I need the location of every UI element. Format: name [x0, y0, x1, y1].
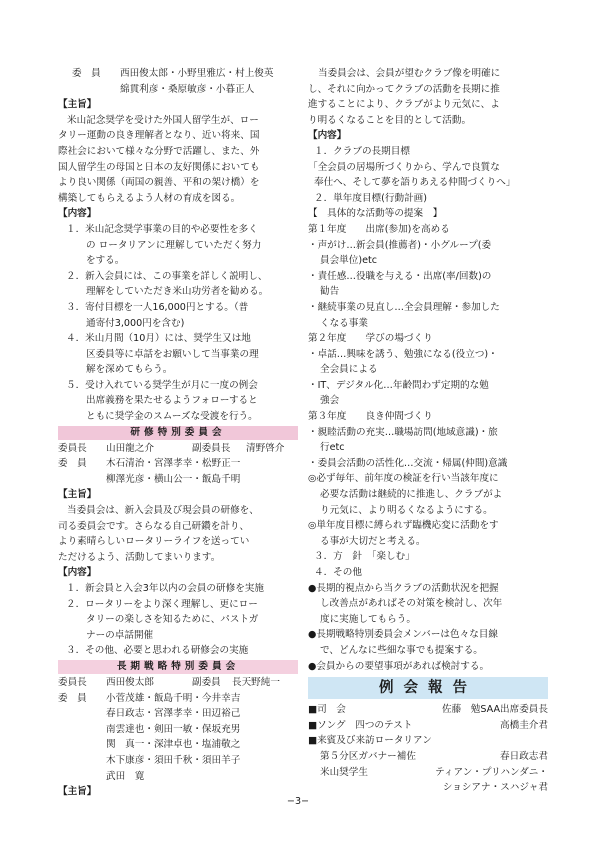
goal-heading: ２．単年度目標(行動計画) — [314, 192, 428, 204]
list-item: の ロータリアンに理解していただく努力 — [86, 239, 262, 251]
goal-heading: １．クラブの長期目標 — [314, 145, 410, 157]
note-line: ◎必ず毎年、前年度の検証を行い当該年度に — [308, 473, 499, 485]
list-item: 出席義務を果たせるようフォローすると — [86, 395, 258, 407]
committee-title-choki: 長期戦略特別委員会 — [58, 660, 298, 674]
members-line: 委 員 西田俊太郎・小野里雅広・村上俊英 — [72, 68, 274, 79]
list-item: ・責任感…役職を与える・出席(率/回数)の — [308, 270, 492, 282]
members-line: 委 員 小菅茂雄・飯島千明・今井幸吉 — [58, 692, 241, 704]
list-item: ・委員会活動の活性化…交流・帰属(仲間)意識 — [308, 457, 508, 469]
list-item: 員会単位)etc — [320, 255, 378, 267]
list-item: 度に実施してもらう。 — [320, 613, 416, 625]
list-item: ３．寄付目標を一人16,000円とする。（普 — [66, 301, 249, 313]
list-item: 理解をしていただき米山功労者を勧める。 — [86, 286, 269, 298]
section-heading: 【内容】 — [58, 208, 97, 220]
list-item: ２．新入会員には、この事業を詳しく説明し、 — [66, 270, 268, 282]
list-item: タリーの楽しさを知るために、パストガ — [86, 614, 259, 626]
report-governor-row: 第５分区ガバナー補佐 春日政志君 — [320, 750, 548, 762]
list-item: 通寄付3,000円を含む) — [86, 317, 185, 329]
meeting-report-title: 例会報告 — [308, 677, 548, 699]
page-number: −3− — [286, 796, 310, 807]
paragraph-line: より素晴らしいロータリーライフを送ってい — [58, 536, 250, 548]
note-line: り元気に、より明るくなるようにする。 — [320, 504, 493, 516]
section-heading: 【主旨】 — [58, 786, 97, 798]
list-item: ・卓話…興味を誘う、勉強になる(役立つ)・ — [308, 348, 498, 360]
report-song-row: ■ソング 四つのテスト 高橋圭介君 — [308, 719, 548, 731]
section-heading: 【主旨】 — [58, 489, 97, 501]
list-item: をする。 — [86, 255, 125, 267]
paragraph-line: 際社会において様々な分野で活躍し、また、外 — [58, 145, 260, 157]
list-item: ・親睦活動の充実…職場訪問(地域意識)・旅 — [308, 426, 498, 438]
paragraph-line: り明るくなることを目的として活動。 — [308, 114, 472, 126]
report-guest-heading: ■来賓及び来訪ロータリアン — [308, 735, 432, 747]
list-item: 解を深めてもらう。 — [86, 364, 173, 376]
list-item: ３．その他、必要と思われる研修会の実施 — [66, 645, 249, 657]
list-item: で、どんなに些細な事でも提案する。 — [320, 644, 483, 656]
right-column — [308, 66, 548, 796]
year-heading: 第２年度 学びの場づくり — [308, 333, 433, 345]
list-item: ナーの卓話開催 — [86, 629, 154, 641]
list-item: ・声がけ…新会員(推薦者)・小グループ(委 — [308, 239, 492, 251]
list-item: ●長期戦略特別委員会メンバーは色々な目線 — [308, 629, 498, 641]
list-item: ２．ロータリーをより深く理解し、更にロー — [66, 598, 258, 610]
paragraph-line: 米山記念奨学を受けた外国人留学生が、ロー — [67, 114, 259, 126]
list-item: ●会員からの要望事項があれば検討する。 — [308, 660, 490, 672]
report-chair-row: ■司 会 佐藤 勉SAA出席委員長 — [308, 704, 548, 716]
paragraph-line: より良い関係（両国の親善、平和の架け橋）を — [58, 177, 260, 189]
other-heading: ４．その他 — [314, 567, 362, 578]
members-line: 関 真一・深津卓也・塩浦敬之 — [106, 739, 241, 751]
paragraph-line: 当委員会は、会員が望むクラブ像を明確に — [318, 68, 501, 79]
note-line: る事が大切だと考える。 — [320, 535, 426, 547]
section-heading: 【内容】 — [58, 567, 97, 579]
report-scholar-row: ショシアナ・スハジャ君 — [442, 782, 548, 794]
members-line: 綿貫利彦・桑原敏彦・小暮正人 — [120, 83, 255, 95]
list-item: ・継続事業の見直し…全会員理解・参加した — [308, 301, 500, 313]
paragraph-line: 国人留学生の母国と日本の友好関係においても — [58, 161, 260, 173]
note-line: ◎単年度目標に縛られず臨機応変に活動をす — [308, 520, 499, 532]
list-item: ・IT、デジタル化…年齢問わず定期的な勉 — [308, 379, 489, 391]
list-item: ５．受け入れている奨学生が月に一度の例会 — [66, 379, 258, 391]
chair-line: 委員長 西田俊太郎 副委員 長天野純一 — [58, 676, 280, 688]
members-line: 春日政志・宮澤孝幸・田辺裕己 — [106, 708, 241, 720]
chair-line: 委員長 山田龍之介 副委員長 清野啓介 — [58, 442, 285, 454]
list-item: １．米山記念奨学事業の目的や必要性を多く — [66, 223, 258, 235]
members-line: 南雲達也・剣田一敏・保坂充男 — [106, 723, 241, 735]
list-item: 勧告 — [320, 286, 340, 298]
goal-text: 「全会員の居場所づくりから、学んで良質な — [308, 161, 500, 173]
list-item: ●長期的視点から当クラブの活動状況を把握 — [308, 582, 499, 594]
note-line: 必要な活動は継続的に推進し、クラブがよ — [320, 489, 503, 501]
list-item: 行etc — [320, 442, 345, 454]
year-heading: 第３年度 良き仲間づくり — [308, 411, 433, 423]
paragraph-line: タリー運動の良き理解者となり、近い将来、国 — [58, 130, 260, 142]
paragraph-line: し、それに向かってクラブの活動を長期に推 — [308, 83, 500, 95]
section-heading: 【主旨】 — [58, 99, 97, 111]
list-item: 全会員による — [320, 364, 378, 376]
members-line: 木下康彦・須田千秋・須田羊子 — [106, 754, 241, 766]
list-item: ともに奨学金のスムーズな受渡を行う。 — [86, 411, 258, 423]
left-column — [58, 66, 298, 800]
report-scholar-row: 米山奨学生 ティアン・プリハンダニ・ — [320, 766, 548, 778]
paragraph-line: ただけるよう、活動してまいります。 — [58, 551, 221, 563]
list-item: 強会 — [320, 395, 340, 407]
paragraph-line: 進することにより、クラブがより元気に、よ — [308, 99, 500, 111]
list-item: ４．米山月間（10月）には、奨学生又は地 — [66, 333, 251, 345]
paragraph-line: 司る委員会です。さらなる自己研鑽を計り、 — [58, 520, 250, 532]
paragraph-line: 当委員会は、新入会員及び現会員の研修を、 — [67, 505, 259, 517]
committee-title-kenshu: 研修特別委員会 — [58, 426, 298, 440]
list-item: 区委員等に卓話をお願いして当事業の理 — [86, 348, 259, 360]
goal-text: 奉仕へ、そして夢を語りあえる仲間づくりへ」 — [314, 177, 516, 189]
year-heading: 第１年度 出席(参加)を高める — [308, 223, 450, 235]
members-line: 委 員 木石清治・宮澤孝幸・松野正一 — [58, 458, 241, 470]
section-heading: 【内容】 — [308, 130, 347, 142]
policy-line: ３．方 針 「楽しむ」 — [314, 551, 415, 563]
members-line: 柳澤光彦・横山公一・飯島千明 — [106, 473, 241, 485]
proposal-heading: 【 具体的な活動等の提案 】 — [308, 208, 443, 220]
paragraph-line: 構築してもらえるよう人材の育成を図る。 — [58, 192, 241, 204]
list-item: し改善点があればその対策を検討し、次年 — [320, 598, 503, 610]
list-item: １．新会員と入会3年以内の会員の研修を実施 — [66, 583, 264, 594]
list-item: くなる事業 — [320, 317, 368, 329]
members-line: 武田 寛 — [106, 770, 145, 782]
